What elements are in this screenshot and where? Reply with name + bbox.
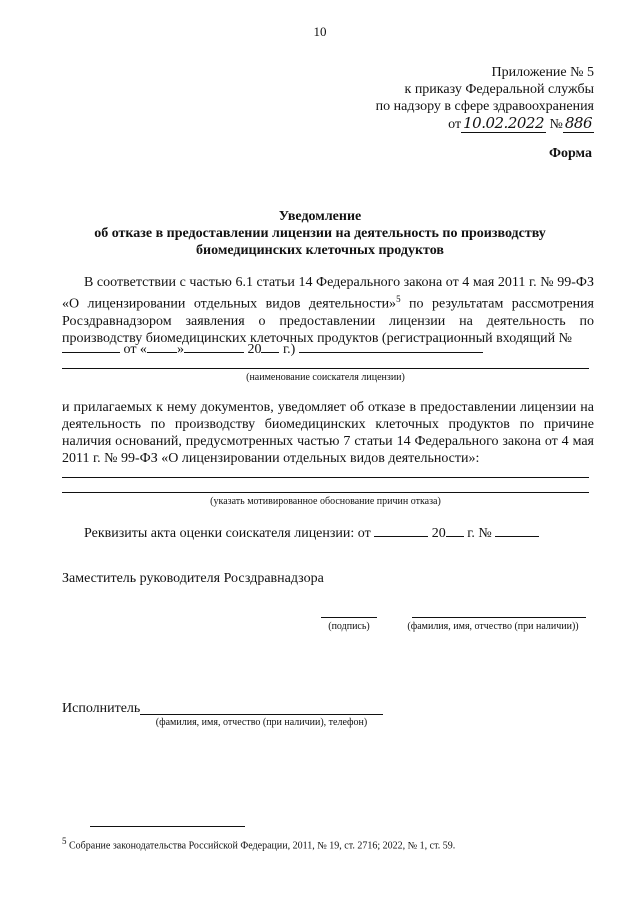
paragraph-legal-basis — [62, 274, 594, 347]
order-date-prefix: от — [448, 117, 462, 132]
form-label: Форма — [548, 146, 592, 161]
fio-line[interactable] — [412, 617, 586, 618]
order-number-handwritten: 886 — [564, 114, 592, 132]
executor-label: Исполнитель — [62, 701, 141, 716]
caption-fio: (фамилия, имя, отчество (при наличии)) — [407, 621, 579, 632]
registration-line — [62, 341, 483, 358]
caption-signature: (подпись) — [328, 621, 370, 632]
paragraph1-text-a: В соответствии с частью 6.1 статьи 14 Федерального закона от 4 мая 2011 г. № 99-ФЗ «О лицензировании отдельных видов деятельности» — [62, 275, 594, 312]
appendix-order-line — [376, 115, 594, 133]
executor-line[interactable] — [140, 714, 383, 715]
requisites-number-field[interactable] — [495, 525, 539, 537]
requisites-line — [84, 525, 539, 542]
reg-number-field[interactable] — [62, 341, 120, 353]
reason-line-1[interactable] — [62, 477, 589, 478]
footnote-text: Собрание законодательства Российской Федерации, 2011, № 19, ст. 2716; 2022, № 1, ст. 59. — [66, 840, 456, 852]
footnote-separator — [90, 826, 245, 827]
page-number: 10 — [313, 24, 327, 39]
reg-ot: от « — [123, 342, 147, 357]
title-line1: Уведомление — [278, 209, 362, 224]
title-line2: об отказе в предоставлении лицензии на деятельность по производству — [94, 226, 546, 241]
requisites-year: 20 — [431, 526, 446, 541]
signature-line[interactable] — [321, 617, 377, 618]
reg-year-field[interactable] — [261, 341, 279, 353]
caption-reason: (указать мотивированное обоснование причин отказа) — [210, 496, 441, 507]
reg-quote: » — [176, 342, 184, 357]
order-number-prefix: № — [549, 117, 563, 132]
appendix-line2: к приказу Федеральной службы — [404, 82, 594, 97]
footnote-number: 5 — [62, 836, 67, 846]
requisites-year-field[interactable] — [446, 525, 464, 537]
paragraph-refusal: и прилагаемых к нему документов, уведомляет об отказе в предоставлении лицензии на деятельность по производству биомедицинских клеточных продуктов по причине наличия оснований, предусмотренных частью 7 статьи 14 Федерального закона от 4 мая 2011 г. № 99-ФЗ «О лицензировании отдельных видов деятельности»: — [62, 400, 594, 466]
paragraph1-text-b: по результатам рассмотрения Росздравнадзором заявления о предоставлении лицензии на деятельность по производству биомедицинских клеточных продуктов (регистрационный входящий № — [62, 296, 594, 346]
reason-line-2[interactable] — [62, 492, 589, 493]
requisites-g: г. — [467, 526, 475, 541]
reg-year-prefix: 20 — [247, 342, 262, 357]
title-line3: биомедицинских клеточных продуктов — [196, 243, 444, 258]
requisites-label: Реквизиты акта оценки соискателя лицензии: от — [84, 526, 371, 541]
document-title — [0, 208, 640, 259]
requisites-date-field[interactable] — [374, 525, 428, 537]
caption-applicant: (наименование соискателя лицензии) — [246, 372, 405, 383]
appendix-line3: по надзору в сфере здравоохранения — [375, 99, 594, 114]
requisites-num: № — [478, 526, 492, 541]
reg-day-field[interactable] — [147, 341, 177, 353]
order-date-handwritten: 10.02.2022 — [463, 114, 544, 132]
appendix-block — [376, 64, 594, 133]
footnote-ref: 5 — [396, 294, 401, 304]
caption-executor: (фамилия, имя, отчество (при наличии), телефон) — [155, 717, 368, 728]
footnote — [62, 836, 455, 851]
appendix-line1: Приложение № 5 — [491, 65, 594, 80]
reg-month-field[interactable] — [184, 341, 244, 353]
reg-extra-field[interactable] — [299, 341, 483, 353]
applicant-name-line[interactable] — [62, 368, 589, 369]
deputy-title: Заместитель руководителя Росздравнадзора — [62, 571, 324, 586]
reg-g: г.) — [282, 342, 296, 357]
